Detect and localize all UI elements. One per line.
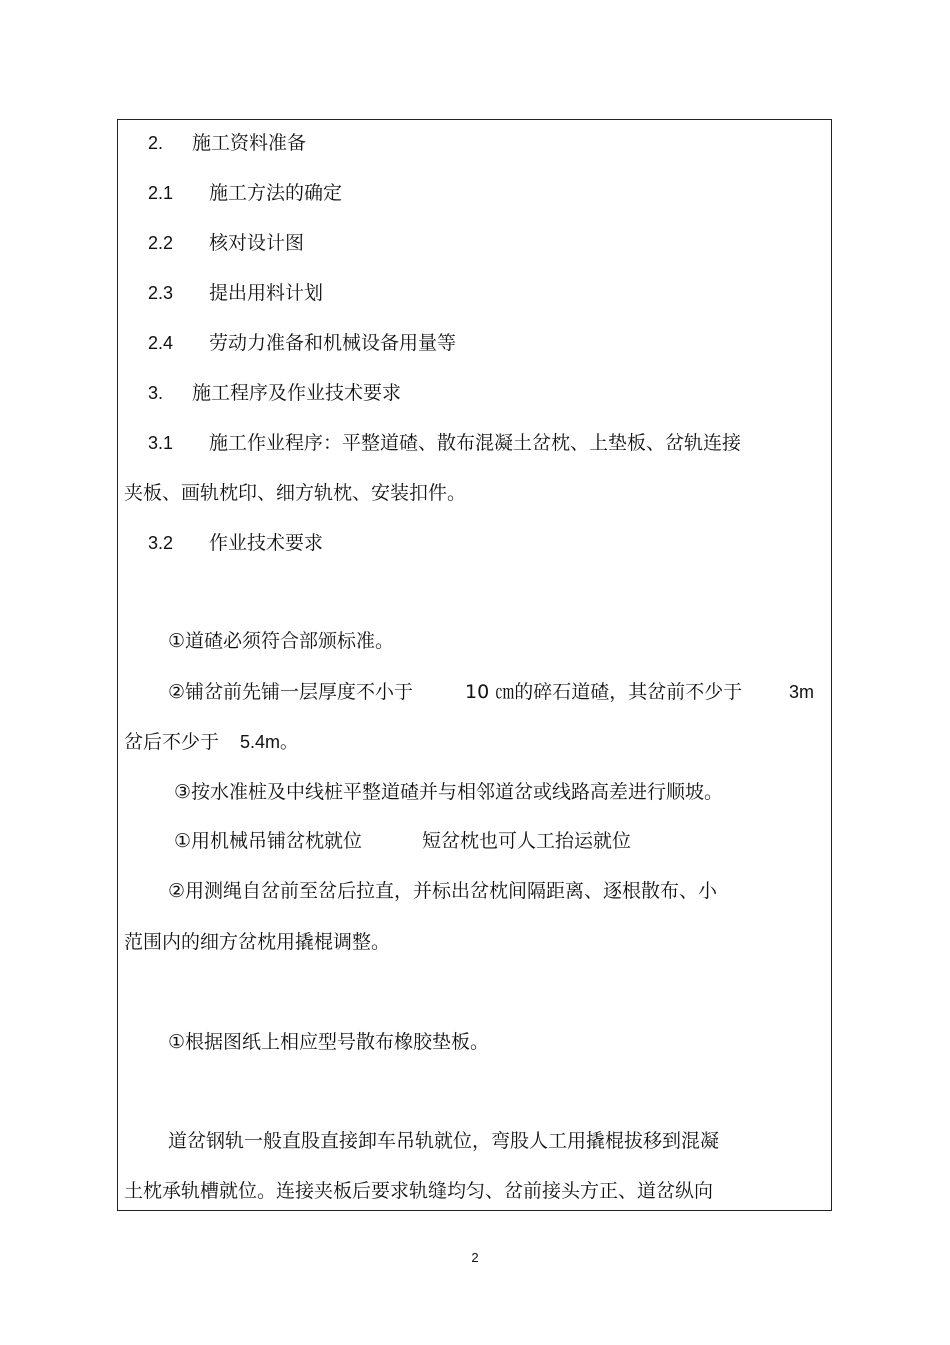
document-frame: 2. 施工资料准备 2.1 施工方法的确定 2.2 核对设计图 2.3 提出用料计划 2.4 劳动力准备和机械设备用量等 3. 施工程序及作业技术要求 3.1 施工作业程序：平整道碴、散布混凝土岔枕、上垫板、岔轨连接 夹板、画轨枕印、细方轨枕、安装扣件。 3.2 作业技术要求 ①道碴必须符合部颁标准。 ②铺岔前先铺一层厚度不小于 10 ㎝的碎石道碴，其岔前不少于 3m 岔后不少于 5.4m。 ③按水准桩及中线桩平整道碴并与相邻道岔或线路高差进行顺坡。 ①用机械吊铺岔枕就位 短岔枕也可人工抬运就位 ②用测绳自岔前至岔后拉直，并标出岔枕间隔距离、逐根散布、小 范围内的细方岔枕用撬棍调整。 ①根据图纸上相应型号散布橡胶垫板。 道岔钢轨一般直股直接卸车吊轨就位，弯股人工用撬棍拔移到混凝 土枕承轨槽就位。连接夹板后要求轨缝均匀、岔前接头方正、道岔纵向 [117, 119, 832, 1211]
page-number: 2 [471, 1250, 479, 1265]
